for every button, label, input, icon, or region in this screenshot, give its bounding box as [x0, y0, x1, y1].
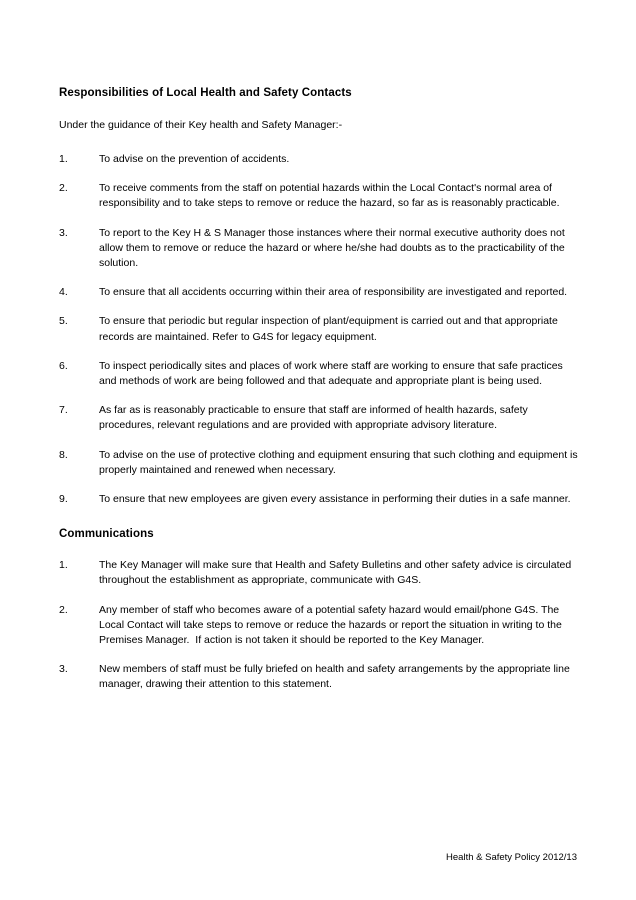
list-item-text: To report to the Key H & S Manager those instances where their normal executive authority does not allow them to remove or reduce the hazard or where he/she had doubts as to the practicability of the solution.	[99, 226, 568, 270]
list-item-number: 3.	[59, 226, 68, 239]
list-item-number: 2.	[59, 603, 68, 616]
list-item	[59, 181, 579, 211]
list-item-text: To receive comments from the staff on potential hazards within the Local Contact's normal area of responsibility and to take steps to remove or reduce the hazard, so far as is reasonably practicable.	[99, 182, 560, 210]
list-item-number: 5.	[59, 315, 68, 328]
list-item	[59, 662, 579, 692]
list-item-number: 6.	[59, 359, 68, 372]
list-item-number: 1.	[59, 559, 68, 572]
intro-paragraph: Under the guidance of their Key health and Safety Manager:-	[59, 119, 343, 131]
list-item-text: Any member of staff who becomes aware of a potential safety hazard would email/phone G4S. The Local Contact will take steps to remove or reduce the hazards or report the situation in writing to the Premises Manager. If action is not taken it should be reported to the Key Manager.	[99, 603, 565, 647]
list-item-number: 8.	[59, 448, 68, 461]
list-item-text: As far as is reasonably practicable to ensure that staff are informed of health hazards, safety procedures, relevant regulations and are provided with appropriate advisory literature.	[99, 404, 531, 432]
page-footer: Health & Safety Policy 2012/13	[446, 852, 577, 863]
list-item-text: New members of staff must be fully briefed on health and safety arrangements by the appropriate line manager, drawing their attention to this statement.	[99, 663, 573, 691]
list-item-number: 3.	[59, 663, 68, 676]
list-item	[59, 152, 579, 167]
list-item	[59, 359, 579, 389]
list-item-number: 4.	[59, 286, 68, 299]
list-item-text: To ensure that periodic but regular inspection of plant/equipment is carried out and that appropriate records are maintained. Refer to G4S for legacy equipment.	[99, 315, 561, 343]
list-item-number: 9.	[59, 493, 68, 506]
communications-list	[59, 558, 579, 692]
list-item	[59, 403, 579, 433]
list-item-text: To inspect periodically sites and places of work where staff are working to ensure that safe practices and methods of work are being followed and that adequate and appropriate plant is being used.	[99, 359, 566, 388]
list-item-number: 2.	[59, 182, 68, 195]
responsibilities-list	[59, 152, 579, 507]
list-item-number: 7.	[59, 404, 68, 417]
list-item-text: To ensure that new employees are given every assistance in performing their duties in a safe manner.	[99, 493, 571, 506]
list-item	[59, 558, 579, 588]
list-item	[59, 603, 579, 649]
page-title: Responsibilities of Local Health and Safety Contacts	[59, 87, 352, 99]
list-item	[59, 492, 579, 507]
list-item-text: To advise on the use of protective clothing and equipment ensuring that such clothing and equipment is properly maintained and renewed when necessary.	[99, 448, 581, 476]
list-item	[59, 285, 579, 300]
communications-section	[59, 527, 579, 692]
list-item-text: The Key Manager will make sure that Health and Safety Bulletins and other safety advice is circulated throughout the establishment as appropriate, communicate with G4S.	[99, 559, 575, 587]
list-item	[59, 448, 579, 478]
document-body	[59, 86, 579, 693]
list-item	[59, 314, 579, 344]
list-item	[59, 226, 579, 272]
list-item-text: To advise on the prevention of accidents.	[99, 153, 290, 165]
list-item-number: 1.	[59, 153, 68, 165]
list-item-text: To ensure that all accidents occurring within their area of responsibility are investigated and reported.	[99, 286, 568, 299]
communications-heading: Communications	[59, 528, 154, 541]
